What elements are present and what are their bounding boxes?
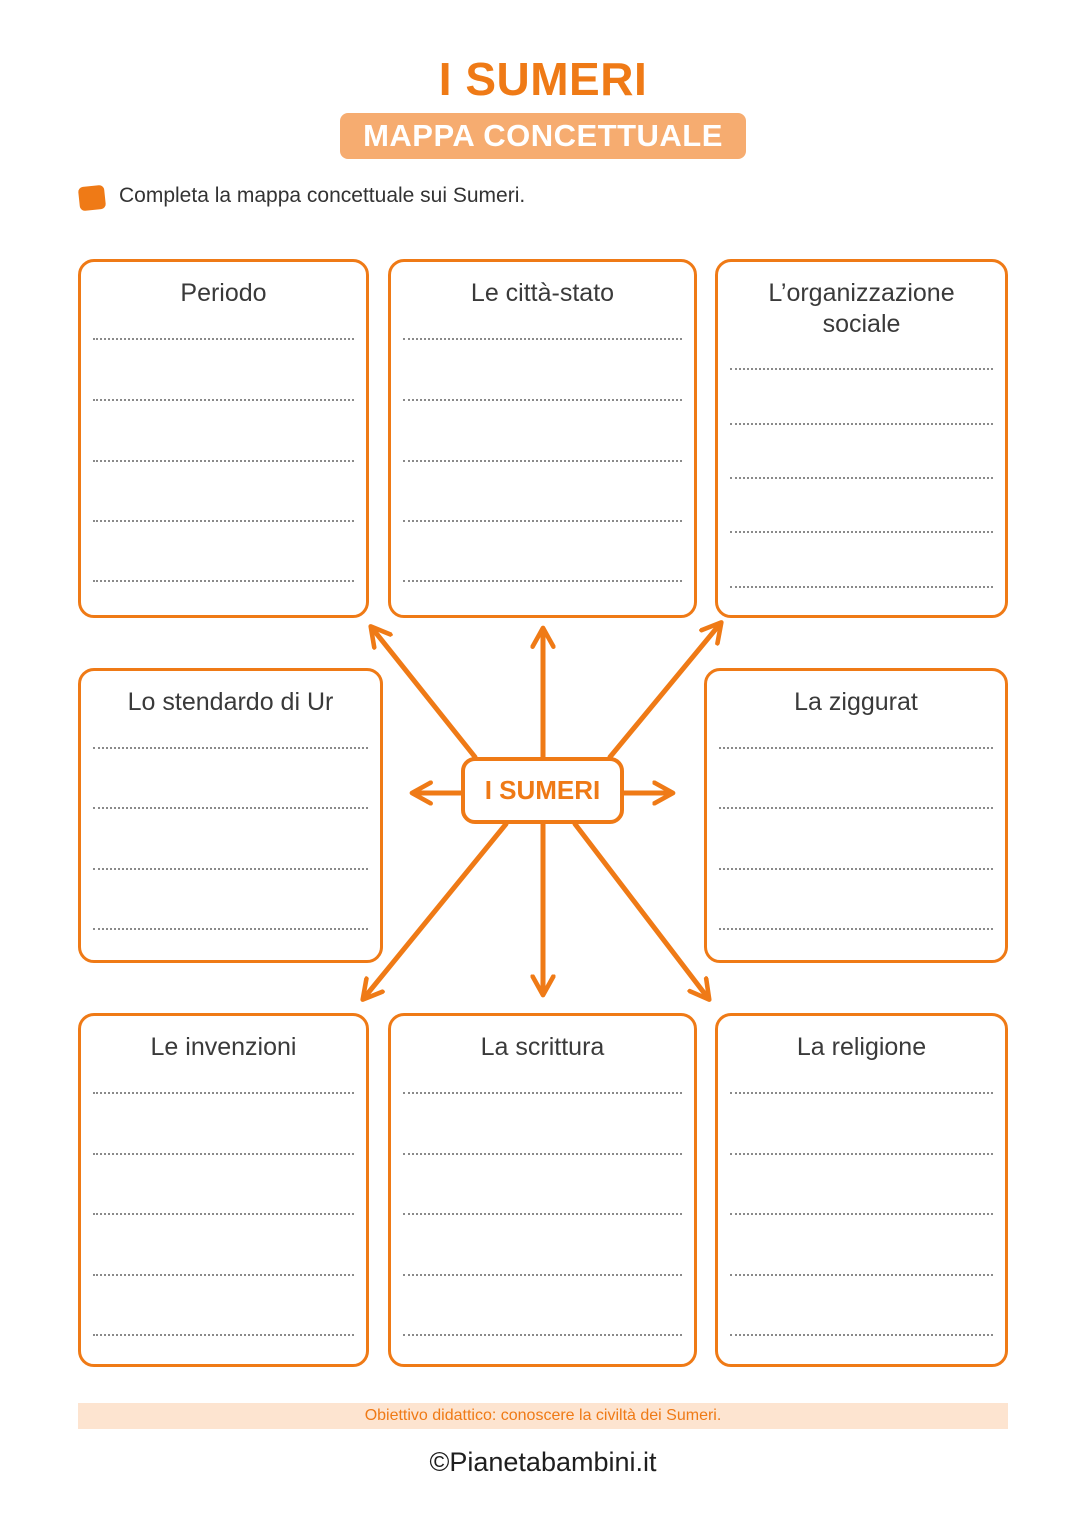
box-citta-stato [388, 259, 697, 618]
box-invenzioni [78, 1013, 369, 1367]
writing-line[interactable] [93, 399, 354, 401]
writing-line[interactable] [719, 807, 993, 809]
writing-line[interactable] [730, 1274, 993, 1276]
center-topic-box: I SUMERI [461, 757, 624, 824]
objective-banner: Obiettivo didattico: conoscere la civiltà dei Sumeri. [78, 1403, 1008, 1429]
writing-line[interactable] [93, 338, 354, 340]
arrow-to-periodo [372, 628, 475, 757]
writing-line[interactable] [730, 1092, 993, 1094]
writing-line[interactable] [93, 1274, 354, 1276]
page-title: I SUMERI [438, 53, 648, 105]
box-ziggurat [704, 668, 1008, 963]
instruction-text: Completa la mappa concettuale sui Sumeri. [119, 184, 526, 207]
writing-line[interactable] [93, 1213, 354, 1215]
writing-line[interactable] [719, 747, 993, 749]
footer-copyright: ©Pianetabambini.it [429, 1447, 657, 1477]
writing-line[interactable] [93, 807, 368, 809]
writing-line[interactable] [719, 928, 993, 930]
page-subtitle: MAPPA CONCETTUALE [340, 113, 746, 159]
writing-line[interactable] [730, 1153, 993, 1155]
writing-line[interactable] [730, 586, 993, 588]
writing-line[interactable] [403, 1153, 682, 1155]
writing-line[interactable] [730, 531, 993, 533]
writing-line[interactable] [403, 1213, 682, 1215]
writing-line[interactable] [403, 580, 682, 582]
writing-line[interactable] [93, 747, 368, 749]
writing-line[interactable] [403, 338, 682, 340]
box-organizzazione-sociale [715, 259, 1008, 618]
writing-line[interactable] [403, 460, 682, 462]
writing-line[interactable] [93, 1092, 354, 1094]
writing-line[interactable] [403, 1092, 682, 1094]
writing-line[interactable] [403, 1334, 682, 1336]
writing-line[interactable] [730, 1334, 993, 1336]
box-periodo [78, 259, 369, 618]
writing-line[interactable] [93, 868, 368, 870]
writing-line[interactable] [93, 1153, 354, 1155]
writing-line[interactable] [93, 520, 354, 522]
writing-line[interactable] [730, 423, 993, 425]
arrow-to-invenzioni [364, 824, 506, 998]
box-religione [715, 1013, 1008, 1367]
box-title: Le città-stato [470, 279, 615, 307]
writing-line[interactable] [403, 399, 682, 401]
box-scrittura [388, 1013, 697, 1367]
box-title: La ziggurat [794, 688, 918, 716]
writing-line[interactable] [403, 1274, 682, 1276]
writing-line[interactable] [719, 868, 993, 870]
box-title: La religione [796, 1033, 927, 1061]
box-title: L’organizzazione sociale [768, 279, 955, 338]
box-title: Lo stendardo di Ur [127, 688, 334, 716]
writing-line[interactable] [93, 928, 368, 930]
arrow-to-religione [575, 824, 708, 998]
box-title: La scrittura [480, 1033, 605, 1061]
writing-line[interactable] [93, 580, 354, 582]
writing-line[interactable] [730, 1213, 993, 1215]
writing-line[interactable] [93, 1334, 354, 1336]
box-title: Le invenzioni [150, 1033, 297, 1061]
box-title: Periodo [180, 279, 267, 307]
writing-line[interactable] [730, 477, 993, 479]
writing-line[interactable] [93, 460, 354, 462]
writing-line[interactable] [403, 520, 682, 522]
box-stendardo-di-ur [78, 668, 383, 963]
writing-line[interactable] [730, 368, 993, 370]
